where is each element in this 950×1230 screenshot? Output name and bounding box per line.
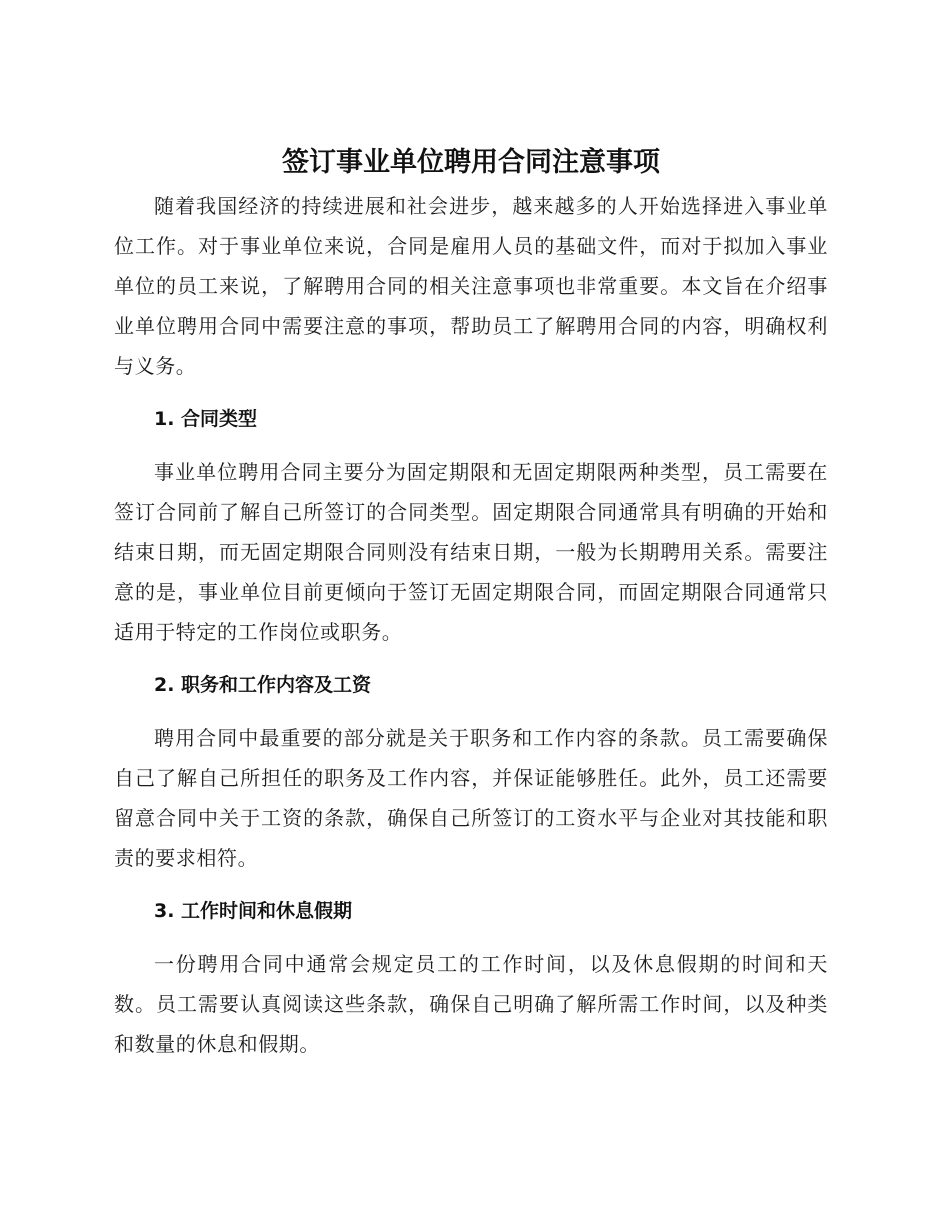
intro-paragraph: 随着我国经济的持续进展和社会进步，越来越多的人开始选择进入事业单位工作。对于事业单位来说，合同是雇用人员的基础文件，而对于拟加入事业单位的员工来说，了解聘用合同的相关注意事项也非常重要。本文旨在介绍事业单位聘用合同中需要注意的事项，帮助员工了解聘用合同的内容，明确权利与义务。: [114, 194, 828, 378]
section-heading-contract-type: 1. 合同类型: [154, 408, 258, 430]
section-body-working-hours: 一份聘用合同中通常会规定员工的工作时间，以及休息假期的时间和天数。员工需要认真阅读这些条款，确保自己明确了解所需工作时间，以及种类和数量的休息和假期。: [114, 952, 828, 1056]
section-heading-working-hours: 3. 工作时间和休息假期: [154, 900, 353, 922]
section-heading-duties-and-salary: 2. 职务和工作内容及工资: [154, 674, 372, 696]
document-page: [114, 140, 828, 1064]
document-title: 签订事业单位聘用合同注意事项: [282, 147, 660, 178]
section-body-duties-and-salary: 聘用合同中最重要的部分就是关于职务和工作内容的条款。员工需要确保自己了解自己所担任的职务及工作内容，并保证能够胜任。此外，员工还需要留意合同中关于工资的条款，确保自己所签订的工资水平与企业对其技能和职责的要求相符。: [114, 726, 828, 870]
section-body-contract-type: 事业单位聘用合同主要分为固定期限和无固定期限两种类型，员工需要在签订合同前了解自己所签订的合同类型。固定期限合同通常具有明确的开始和结束日期，而无固定期限合同则没有结束日期，一般为长期聘用关系。需要注意的是，事业单位目前更倾向于签订无固定期限合同，而固定期限合同通常只适用于特定的工作岗位或职务。: [114, 460, 828, 644]
